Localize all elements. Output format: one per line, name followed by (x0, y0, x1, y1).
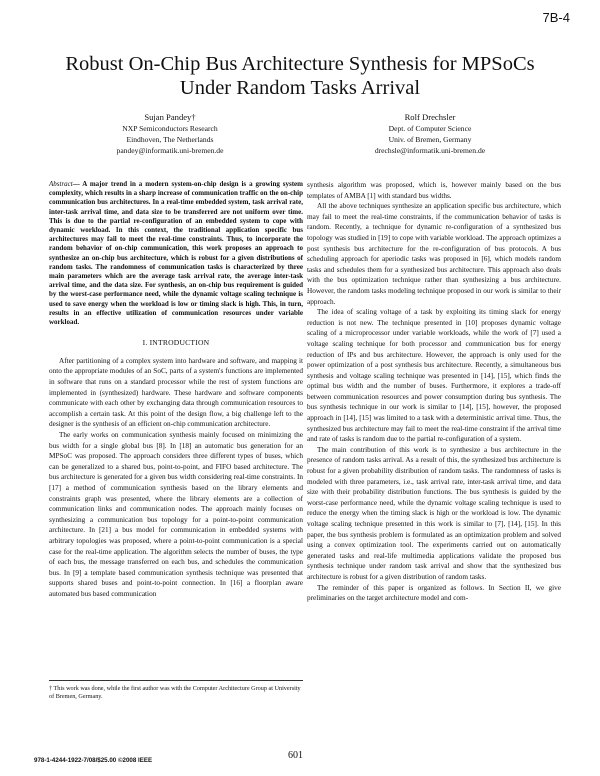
body-paragraph: After partitioning of a complex system into hardware and software, and mapping it onto the appropriate modules of an SoC, parts of a system's functions are implemented in software that runs on a standard processor while the rest of system functions are implemented in (synthesized) hardware. These hardware and software components communicate with each other by exchanging data through communication resources to accomplish a certain task. At this point of the design flow, a big challenge left to the designer is the synthesis of an efficient on-chip communication architecture. (49, 356, 303, 429)
author-block (40, 112, 560, 156)
session-tag: 7B-4 (542, 10, 570, 25)
abstract-text: — A major trend in a modern system-on-chip design is a growing system complexity, which results in a sharp increase of communication traffic on the on-chip communication bus architectures. In a real-time embedded system, task arrival rate, inter-task arrival time, and data size to be transferred are not uniform over time. This is due to the partial re-configuration of an embedded system to cope with dynamic workload. In this context, the traditional application specific bus architectures may fail to meet the real-time constraints. Thus, to incorporate the random behavior of on-chip communication, this work proposes an approach to synthesize an on-chip bus architecture, which is robust for a given distributions of random tasks. The randomness of communication tasks is characterized by three main parameters which are the average task arrival rate, the average inter-task arrival time, and the data size. For synthesis, an on-chip bus requirement is guided by the worst-case performance need, while the dynamic voltage scaling technique is used to save energy when the workload is low or timing slack is high. This, in turn, results in an effective utilization of communication resources under variable workload. (49, 180, 303, 327)
body-paragraph: synthesis algorithm was proposed, which is, however mainly based on the bus templates of AMBA [1] with standard bus widths. (307, 181, 561, 200)
title-line-1: Robust On-Chip Bus Architecture Synthesis for MPSoCs (65, 53, 535, 75)
title-line-2: Under Random Tasks Arrival (179, 77, 421, 99)
author-location: Eindhoven, The Netherlands (126, 135, 214, 144)
author-name: Sujan Pandey† (144, 112, 196, 122)
footnote: † This work was done, while the first author was with the Computer Architecture Group at University of Bremen, Germany. (49, 680, 303, 702)
author-1 (40, 112, 300, 156)
body-paragraph: The reminder of this paper is organized as follows. In Section II, we give preliminaries on the target architecture model and com- (307, 583, 561, 603)
author-name: Rolf Drechsler (404, 112, 456, 122)
body-paragraph: All the above techniques synthesize an application specific bus architecture, which may fail to meet the real-time constraints, if the communication behavior of tasks is random. Recently, a technique for dynamic re-configuration of a synthesized bus topology was studied in [19] to cope with variable workload. The approach optimizes a post synthesis bus architecture for the re-configuration of bus protocols. A bus scheduling approach for aperiodic tasks was proposed in [6], which models random tasks and schedules them for a synthesized bus architecture. This approach also deals with the bus optimization technique rather than synthesizing a bus architecture. However, the random tasks modeling technique proposed in our work is similar to their approach. (307, 202, 561, 306)
body-paragraph: The early works on communication synthesis mainly focused on minimizing the bus width for a single global bus [8]. In [18] an automatic bus generation for an MPSoC was proposed. The approach considers three different types of buses, which can be generalized to a shared bus, point-to-point, and FIFO based architecture. The bus architecture is generated for a given bus width considering real-time constraints. In [17] a method of communication synthesis based on the library elements and constraints graph was presented, where the library elements are a collection of communication links and communication nodes. The approach mainly focuses on synthesizing a communication bus topology for a point-to-point communication architecture. In [21] a bus model for communication in embedded systems with arbitrary topologies was proposed, where a point-to-point communication is a special case for the real-time application. The algorithm selects the number of buses, the type of each bus, the message transferred on each bus, and schedules the communication bus. In [9] a template based communication synthesis technique was presented that supports shared buses and point-to-point connection. In [16] a floorplan aware automated bus based communication (49, 431, 303, 598)
author-email: pandey@informatik.uni-bremen.de (116, 146, 224, 155)
author-email: drechsle@informatik.uni-bremen.de (374, 146, 486, 155)
abstract-lead: Abstract (49, 180, 73, 188)
isbn-copyright: 978-1-4244-1922-7/08/$25.00 ©2008 IEEE (34, 757, 153, 764)
left-column (49, 180, 303, 600)
author-affiliation: NXP Semiconductors Research (122, 124, 218, 133)
author-location: Univ. of Bremen, Germany (388, 135, 472, 144)
body-paragraph: The idea of scaling voltage of a task by exploiting its timing slack for energy reduction is not new. The technique presented in [10] proposes dynamic voltage scaling of a microprocessor under variable workloads, while the work of [7] used a voltage scaling technique for both processor and communication bus for energy reduction of IPs and bus architecture. However, the approach is only used for the power optimization of a post synthesis bus architecture. Recently, a simultaneous bus synthesis and voltage scaling technique was presented in [14], [15], which finds the optimal bus width and the number of buses. Furthermore, it explores a trade-off between communication resources and power consumption during bus synthesis. The bus synthesis technique in our work is similar to [14], [15], however, the proposed approach in [14], [15] was limited to a task with a deterministic arrival time. Thus, the synthesized bus architecture may fail to meet the real-time constraint if the arrival time and rate of tasks is random due to the partial re-configuration of a system. (307, 308, 561, 444)
section-heading: I. INTRODUCTION (142, 338, 210, 348)
author-2 (300, 112, 560, 156)
right-column (307, 180, 561, 604)
paper-title (40, 52, 560, 100)
page-number: 601 (288, 750, 303, 761)
author-affiliation: Dept. of Computer Science (388, 124, 472, 133)
body-paragraph: The main contribution of this work is to synthesize a bus architecture in the presence of random tasks arrival. As a result of this, the synthesized bus architecture is robust for a given probability distribution of random tasks. The randomness of tasks is modeled with three parameters, i.e., task arrival rate, inter-task arrival time, and data size with their probability distribution functions. The bus synthesis is guided by the worst-case performance need, while the dynamic voltage scaling technique is used to reduce the energy when the timing slack is high or the workload is low. The dynamic voltage scaling technique presented in this work is similar to [7], [14], [15]. In this paper, the bus synthesis problem is formulated as an optimization problem and solved using a convex optimization tool. The experiments carried out on automatically generated tasks and real-life multimedia applications validate the proposed bus synthesis technique under random task arrival and show that the synthesized bus architecture is robust for a given distribution of random tasks. (307, 445, 561, 581)
abstract (49, 180, 303, 327)
